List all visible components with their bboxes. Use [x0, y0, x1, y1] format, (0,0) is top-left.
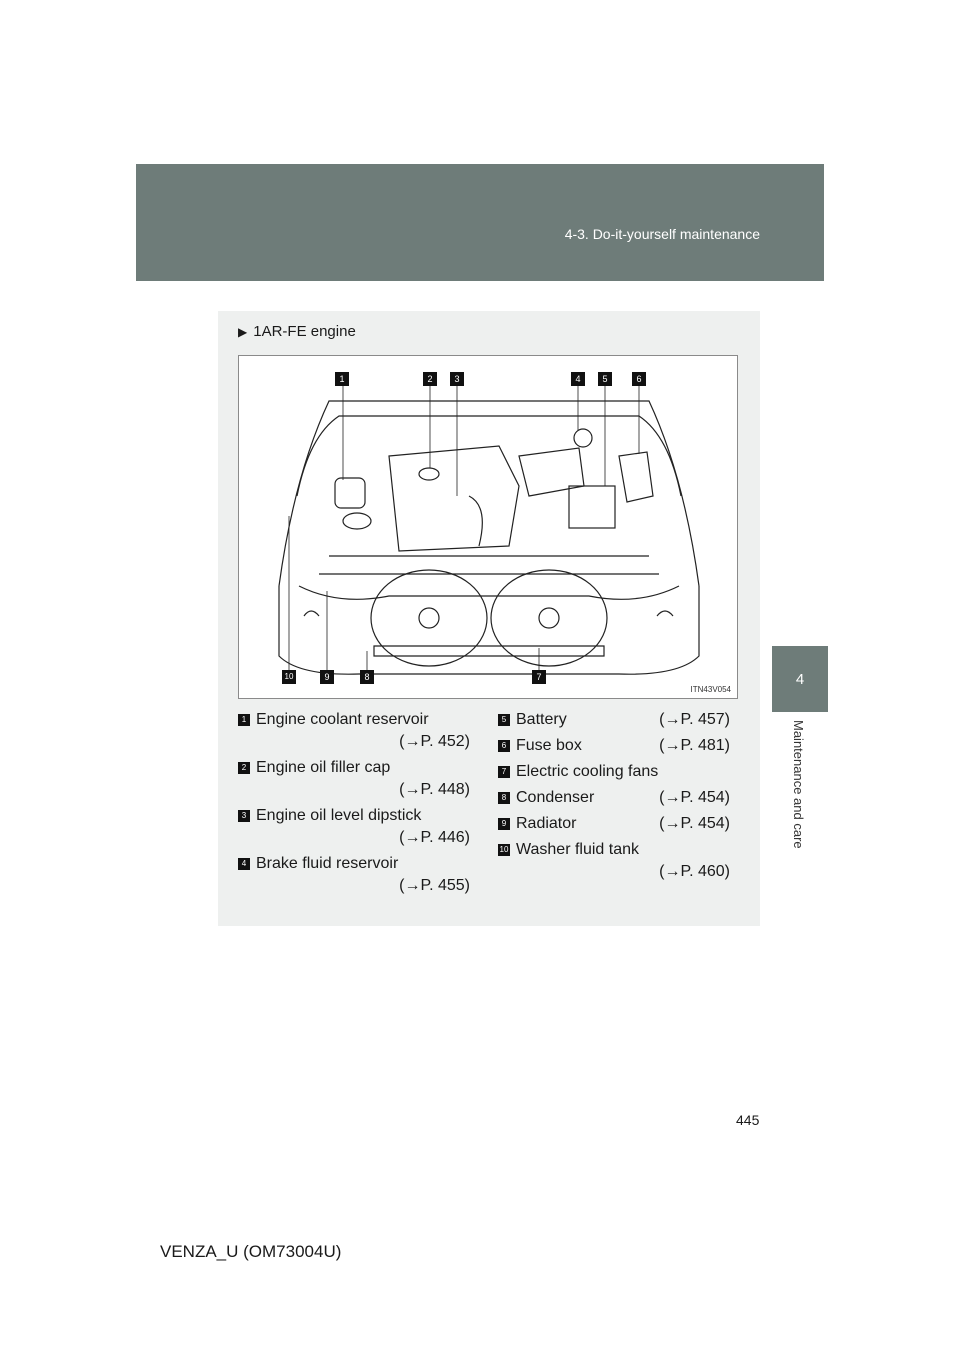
callout-4: 4: [571, 372, 585, 386]
chapter-tab[interactable]: [772, 646, 828, 712]
page-reference-link[interactable]: (→P. 460): [659, 863, 730, 880]
legend-label: Battery: [516, 711, 567, 728]
footer-model: VENZA_U (OM73004U): [160, 1242, 342, 1261]
legend-number: 4: [238, 858, 250, 870]
legend-label: Radiator: [516, 815, 577, 832]
triangle-bullet-icon: ▶: [238, 325, 248, 339]
engine-panel: [218, 311, 760, 926]
legend-label: Engine oil filler cap: [256, 759, 391, 776]
legend-number: 7: [498, 766, 510, 778]
engine-drawing: [239, 356, 737, 698]
legend-number: 6: [498, 740, 510, 752]
callout-3: 3: [450, 372, 464, 386]
legend-number: 8: [498, 792, 510, 804]
page-number: 445: [736, 1112, 760, 1128]
legend-item: [498, 839, 730, 883]
legend-left: [238, 709, 470, 901]
legend-label: Electric cooling fans: [516, 763, 659, 780]
page-reference-link[interactable]: (→P. 446): [399, 829, 470, 846]
legend-label: Washer fluid tank: [516, 841, 640, 858]
page-reference-link[interactable]: (→P. 448): [399, 781, 470, 798]
legend-item: [238, 757, 470, 801]
legend-item: [498, 813, 730, 835]
section-title: 4-3. Do-it-yourself maintenance: [564, 226, 760, 242]
legend-number: 9: [498, 818, 510, 830]
legend-number: 5: [498, 714, 510, 726]
engine-illustration: [238, 355, 738, 699]
legend-item: [238, 805, 470, 849]
panel-title-text: 1AR-FE engine: [253, 323, 356, 340]
callout-7: 7: [532, 670, 546, 684]
legend-item: [498, 709, 730, 731]
page-reference-link[interactable]: (→P. 454): [659, 815, 730, 832]
legend-item: [498, 735, 730, 757]
callout-8: 8: [360, 670, 374, 684]
header-bar: [136, 164, 824, 281]
legend-label: Engine coolant reservoir: [256, 711, 429, 728]
callout-10: 10: [282, 670, 296, 684]
legend-number: 1: [238, 714, 250, 726]
legend-label: Fuse box: [516, 737, 582, 754]
legend-number: 2: [238, 762, 250, 774]
legend-label: Brake fluid reservoir: [256, 855, 399, 872]
page-reference-link[interactable]: (→P. 457): [659, 711, 730, 728]
legend-item: [238, 853, 470, 897]
legend-item: [498, 787, 730, 809]
page-reference-link[interactable]: (→P. 454): [659, 789, 730, 806]
callout-6: 6: [632, 372, 646, 386]
legend-number: 10: [499, 845, 509, 854]
page-reference-link[interactable]: (→P. 455): [399, 877, 470, 894]
callout-1: 1: [335, 372, 349, 386]
legend-label: Condenser: [516, 789, 595, 806]
page-reference-link[interactable]: (→P. 452): [399, 733, 470, 750]
legend-item: [498, 761, 730, 783]
legend-item: [238, 709, 470, 753]
page-reference-link[interactable]: (→P. 481): [659, 737, 730, 754]
chapter-label: Maintenance and care: [791, 720, 806, 849]
legend-right: [498, 709, 730, 887]
figure-code: ITN43V054: [690, 685, 731, 694]
legend-number: 3: [238, 810, 250, 822]
callout-2: 2: [423, 372, 437, 386]
legend-label: Engine oil level dipstick: [256, 807, 422, 824]
callout-9: 9: [320, 670, 334, 684]
panel-title: [238, 323, 356, 340]
chapter-number: 4: [795, 670, 805, 688]
callout-5: 5: [598, 372, 612, 386]
